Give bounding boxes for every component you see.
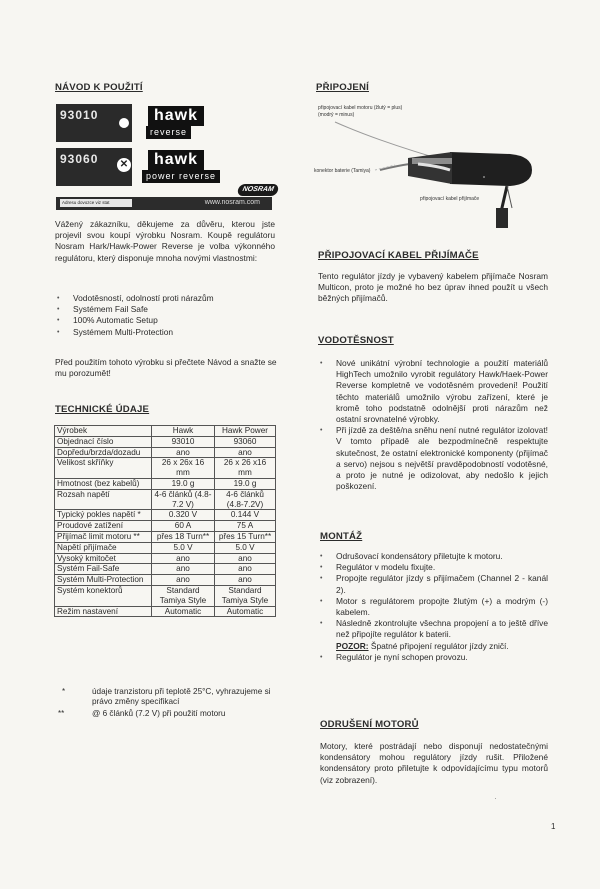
table-cell: ano (215, 553, 276, 564)
table-cell: Typický pokles napětí * (55, 510, 152, 521)
table-cell: 5.0 V (152, 542, 215, 553)
intro-text: Vážený zákazníku, děkujeme za důvěru, kterou jste projevil svou koupí výrobku Nosram. Koupě regulátoru Nosram Hark/Hawk-Power Reverse je volba výkonného regulátoru, který disponuje mnoha novými vlastnostmi: (55, 219, 275, 263)
vodotesnost-list (318, 358, 548, 492)
label-battery-connector: konektor baterie (Tamiya) (314, 168, 371, 174)
scan-speck (483, 176, 485, 178)
table-cell: Rozsah napětí (55, 489, 152, 510)
note-mark-2: ** (58, 709, 65, 718)
table-cell: ano (215, 447, 276, 458)
feature-item: • 100% Automatic Setup (55, 315, 275, 326)
table-cell: Hmotnost (bez kabelů) (55, 478, 152, 489)
note-1: údaje tranzistoru při teplotě 25°C, vyhrazujeme si právo změny specifikací (92, 687, 271, 707)
connection-cable-illustration (300, 100, 550, 230)
table-row (55, 606, 276, 617)
table-cell: ano (215, 564, 276, 575)
table-cell: Přijímač limit motoru ** (55, 531, 152, 542)
table-row (55, 521, 276, 532)
spec-table (54, 425, 276, 617)
table-cell: Systém Multi-Protection (55, 575, 152, 586)
banner-row-hawk (56, 104, 272, 142)
table-cell: Velikost skříňky (55, 458, 152, 479)
table-cell: 60 A (152, 521, 215, 532)
before-use-text: Před použitím tohoto výrobku si přečtete Návod a snažte se mu porozumět! (55, 357, 277, 379)
odruseni-text: Motory, které postrádají nebo disponují nedostatečnými kondensátory mohou regulátory jízdy rušit. Přiložené kondensátory proto přiletujte k odpovídajícímu typu motorů (viz zobrazení). (320, 741, 548, 785)
table-cell: 26 x 26 x16 mm (215, 458, 276, 479)
table-row (55, 447, 276, 458)
banner-code-1: 93010 (60, 108, 99, 122)
table-cell: ano (152, 575, 215, 586)
title-technicke-udaje: TECHNICKÉ ÚDAJE (55, 404, 150, 415)
montaz-check-text: Následně zkontrolujte všechna propojení a to ještě dříve než připojíte regulátor k baterii. (336, 618, 548, 640)
feature-item: • Systémem Multi-Protection (55, 327, 275, 338)
vodotesnost-item: • Při jízdě za deště/na sněhu není nutné regulátor izolovat! V tomto případě ale bezpodmínečně respektujte skutečnost, že ostatní elektronické komponenty (přijímač a servo) nejsou s největší pravděpodobností vodotěsné, a proto je nutné je odizolovat, aby nedošlo k jejich poškození. (318, 425, 548, 492)
table-cell: Proudové zatížení (55, 521, 152, 532)
table-cell: Vysoký kmitočet (55, 553, 152, 564)
hawk-power-logo: hawk power reverse (142, 150, 232, 184)
table-cell: ano (152, 447, 215, 458)
table-cell: Standard Tamiya Style (152, 585, 215, 606)
montaz-item: • Regulátor v modelu fixujte. (318, 562, 548, 573)
dot-icon (119, 118, 129, 128)
montaz-item (318, 618, 548, 652)
title-vodotesnost: VODOTĚSNOST (318, 335, 394, 346)
table-cell: Režim nastavení (55, 606, 152, 617)
montaz-item: • Propojte regulátor jízdy s přijímačem (Channel 2 - kanál 2). (318, 573, 548, 595)
montaz-item: • Motor s regulátorem propojte žlutým (+) a modrým (-) kabelem. (318, 596, 548, 618)
montaz-item: • Regulátor je nyní schopen provozu. (318, 652, 548, 663)
table-cell: ano (152, 564, 215, 575)
title-pripojovaci-kabel: PŘIPOJOVACÍ KABEL PŘIJÍMAČE (318, 250, 479, 261)
table-cell: 75 A (215, 521, 276, 532)
table-cell: Napětí přijímače (55, 542, 152, 553)
title-montaz: MONTÁŽ (320, 531, 363, 542)
pozor-text: Špatné připojení regulátor jízdy zničí. (370, 640, 509, 651)
table-cell: Systém konektorů (55, 585, 152, 606)
table-row (55, 458, 276, 479)
table-row (55, 564, 276, 575)
website: www.nosram.com (204, 199, 260, 206)
table-cell: Automatic (215, 606, 276, 617)
table-cell: přes 15 Turn** (215, 531, 276, 542)
table-row (55, 436, 276, 447)
title-navod: NÁVOD K POUŽITÍ (55, 82, 143, 93)
title-pripojeni: PŘIPOJENÍ (316, 82, 369, 93)
table-cell: Objednací číslo (55, 436, 152, 447)
label-receiver-cable: připojovací kabel přijímače (420, 196, 480, 202)
table-cell: Hawk Power (215, 426, 276, 437)
table-cell: 0.320 V (152, 510, 215, 521)
feature-item: • Systémem Fail Safe (55, 304, 275, 315)
table-cell: ano (152, 553, 215, 564)
table-cell: 19.0 g (215, 478, 276, 489)
table-cell: 5.0 V (215, 542, 276, 553)
table-row (55, 542, 276, 553)
table-row (55, 553, 276, 564)
table-row (55, 426, 276, 437)
vodotesnost-item: • Nové unikátní výrobní technologie a použití materiálů HighTech umožnilo vyrobit regulátory Hawk/Haek-Power Reverse kompletně ve vodotěsném provedení! Použití těchto materiálů umožnilo výrobu zařízení, které je kromě toho podstatně odolnější proti nárazům než ostatní srovnatelné výrobky. (318, 358, 548, 425)
table-cell: Výrobek (55, 426, 152, 437)
page-number: 1 (551, 822, 556, 831)
feature-list (55, 293, 275, 338)
note-2: @ 6 článků (7.2 V) při použití motoru (92, 709, 226, 718)
feature-item: • Vodotěsností, odolností proti nárazům (55, 293, 275, 304)
table-cell: 4-6 článků (4.8-7.2 V) (152, 489, 215, 510)
scan-speck (495, 798, 496, 799)
connection-diagram (300, 100, 550, 230)
table-cell: Dopředu/brzda/dozadu (55, 447, 152, 458)
pozor-label: POZOR: (336, 640, 369, 651)
montaz-item: • Odrušovací kondensátory přiletujte k motoru. (318, 551, 548, 562)
hawk-logo: hawk reverse (142, 106, 232, 140)
banner-strip (56, 197, 272, 210)
table-row (55, 531, 276, 542)
importer-note: Adresu dovozce viz stat (60, 199, 132, 207)
table-row (55, 585, 276, 606)
x-mark-icon: ✕ (117, 158, 131, 172)
title-odruseni: ODRUŠENÍ MOTORŮ (320, 719, 419, 730)
table-cell: 93060 (215, 436, 276, 447)
table-cell: ano (215, 575, 276, 586)
table-cell: 93010 (152, 436, 215, 447)
product-banner (56, 104, 275, 212)
nosram-logo: NOSRAM (237, 184, 280, 196)
banner-code-2: 93060 (60, 152, 99, 166)
label-motor-cable: připojovací kabel motoru (žlutý = plus) (modrý = minus) (318, 105, 403, 118)
table-row (55, 478, 276, 489)
table-cell: 4-6 článků (4.8-7.2V) (215, 489, 276, 510)
table-cell: 26 x 26x 16 mm (152, 458, 215, 479)
table-cell: Hawk (152, 426, 215, 437)
kabel-text: Tento regulátor jízdy je vybavený kabelem přijímače Nosram Multicon, proto je možné ho bez úprav ihned použít u všech běžných přijímačů. (318, 271, 548, 304)
montaz-list (318, 551, 548, 663)
banner-row-hawk-power (56, 148, 272, 186)
note-mark-1: * (62, 687, 66, 696)
table-row (55, 510, 276, 521)
table-cell: Automatic (152, 606, 215, 617)
table-cell: přes 18 Turn** (152, 531, 215, 542)
table-cell: Standard Tamiya Style (215, 585, 276, 606)
table-row (55, 575, 276, 586)
table-row (55, 489, 276, 510)
table-cell: Systém Fail-Safe (55, 564, 152, 575)
table-cell: 0.144 V (215, 510, 276, 521)
table-cell: 19.0 g (152, 478, 215, 489)
